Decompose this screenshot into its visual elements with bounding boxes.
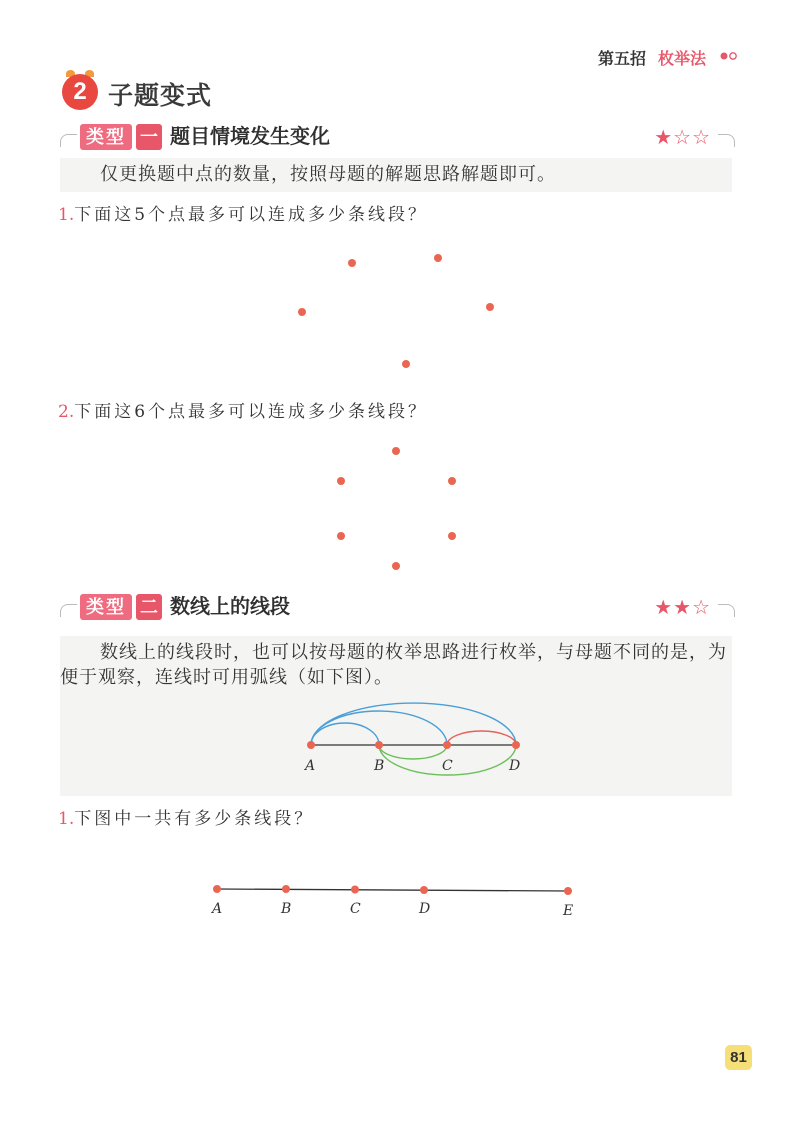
arc-cd — [447, 731, 516, 745]
point-label: C — [442, 758, 453, 774]
point-label: D — [419, 901, 431, 917]
star-empty-icon: ☆ — [692, 595, 711, 619]
question-2 — [58, 397, 428, 422]
arc-example-diagram — [300, 680, 540, 790]
point-dot — [337, 532, 345, 540]
point-dot — [448, 477, 456, 485]
type-tag-number: 一 — [136, 124, 162, 150]
point-dot — [392, 562, 400, 570]
type1-tip: 仅更换题中点的数量，按照母题的解题思路解题即可。 — [60, 158, 732, 192]
type-tag: 类型 — [80, 124, 132, 150]
question-text: 下面这6个点最多可以连成多少条线段？ — [74, 402, 429, 422]
question-number: 1. — [58, 809, 75, 829]
star-empty-icon: ☆ — [692, 125, 711, 149]
point-dot — [402, 360, 410, 368]
header-dots-icon — [720, 51, 738, 61]
point-dot — [348, 259, 356, 267]
section-title: 子题变式 — [108, 82, 213, 110]
type2-title: 数线上的线段 — [170, 596, 290, 618]
page-header — [598, 46, 706, 69]
point-dot — [512, 741, 520, 749]
type-tag-number: 二 — [136, 594, 162, 620]
star-filled-icon: ★ — [654, 125, 674, 149]
point-label: A — [212, 901, 223, 917]
type1-title: 题目情境发生变化 — [170, 126, 330, 148]
point-dot — [213, 885, 221, 893]
point-dot — [434, 254, 442, 262]
point-label: B — [281, 901, 292, 917]
point-dot — [351, 886, 359, 894]
arc-bc — [379, 745, 447, 759]
point-label: B — [374, 758, 385, 774]
section-number-badge: 2 — [62, 74, 98, 110]
method-label: 枚举法 — [658, 51, 707, 68]
point-label: A — [305, 758, 316, 774]
point-dot — [307, 741, 315, 749]
number-line — [217, 889, 568, 891]
point-dot — [298, 308, 306, 316]
point-dot — [282, 885, 290, 893]
point-dot — [564, 887, 572, 895]
type-tag: 类型 — [80, 594, 132, 620]
point-dot — [443, 741, 451, 749]
arc-ac — [311, 711, 447, 745]
bracket-right-decoration — [718, 604, 735, 617]
question-text: 下面这5个点最多可以连成多少条线段？ — [74, 205, 429, 225]
question-3 — [58, 804, 314, 829]
point-dot — [486, 303, 494, 311]
bracket-left-decoration — [60, 604, 77, 617]
point-dot — [337, 477, 345, 485]
point-label: E — [563, 903, 574, 919]
question-text: 下图中一共有多少条线段？ — [74, 809, 315, 829]
point-dot — [448, 532, 456, 540]
type2-banner — [60, 594, 735, 622]
chapter-label: 第五招 — [598, 51, 647, 68]
question-number: 1. — [58, 205, 75, 225]
star-filled-icon: ★ — [654, 595, 674, 619]
bracket-left-decoration — [60, 134, 77, 147]
difficulty-stars — [654, 124, 711, 150]
segment-number-line — [200, 870, 590, 920]
point-label: D — [509, 758, 521, 774]
type2-tip: 数线上的线段时，也可以按母题的枚举思路进行枚举，与母题不同的是，为便于观察，连线时可用弧线（如下图）。 — [60, 636, 732, 796]
point-label: C — [350, 901, 361, 917]
bracket-right-decoration — [718, 134, 735, 147]
type1-banner — [60, 124, 735, 152]
arc-ad — [311, 703, 516, 745]
page-number: 81 — [725, 1045, 752, 1070]
star-filled-icon: ★ — [673, 595, 693, 619]
star-empty-icon: ☆ — [673, 125, 693, 149]
difficulty-stars — [654, 594, 711, 620]
point-dot — [420, 886, 428, 894]
question-number: 2. — [58, 402, 75, 422]
point-dot — [392, 447, 400, 455]
point-dot — [375, 741, 383, 749]
question-1 — [58, 200, 428, 225]
